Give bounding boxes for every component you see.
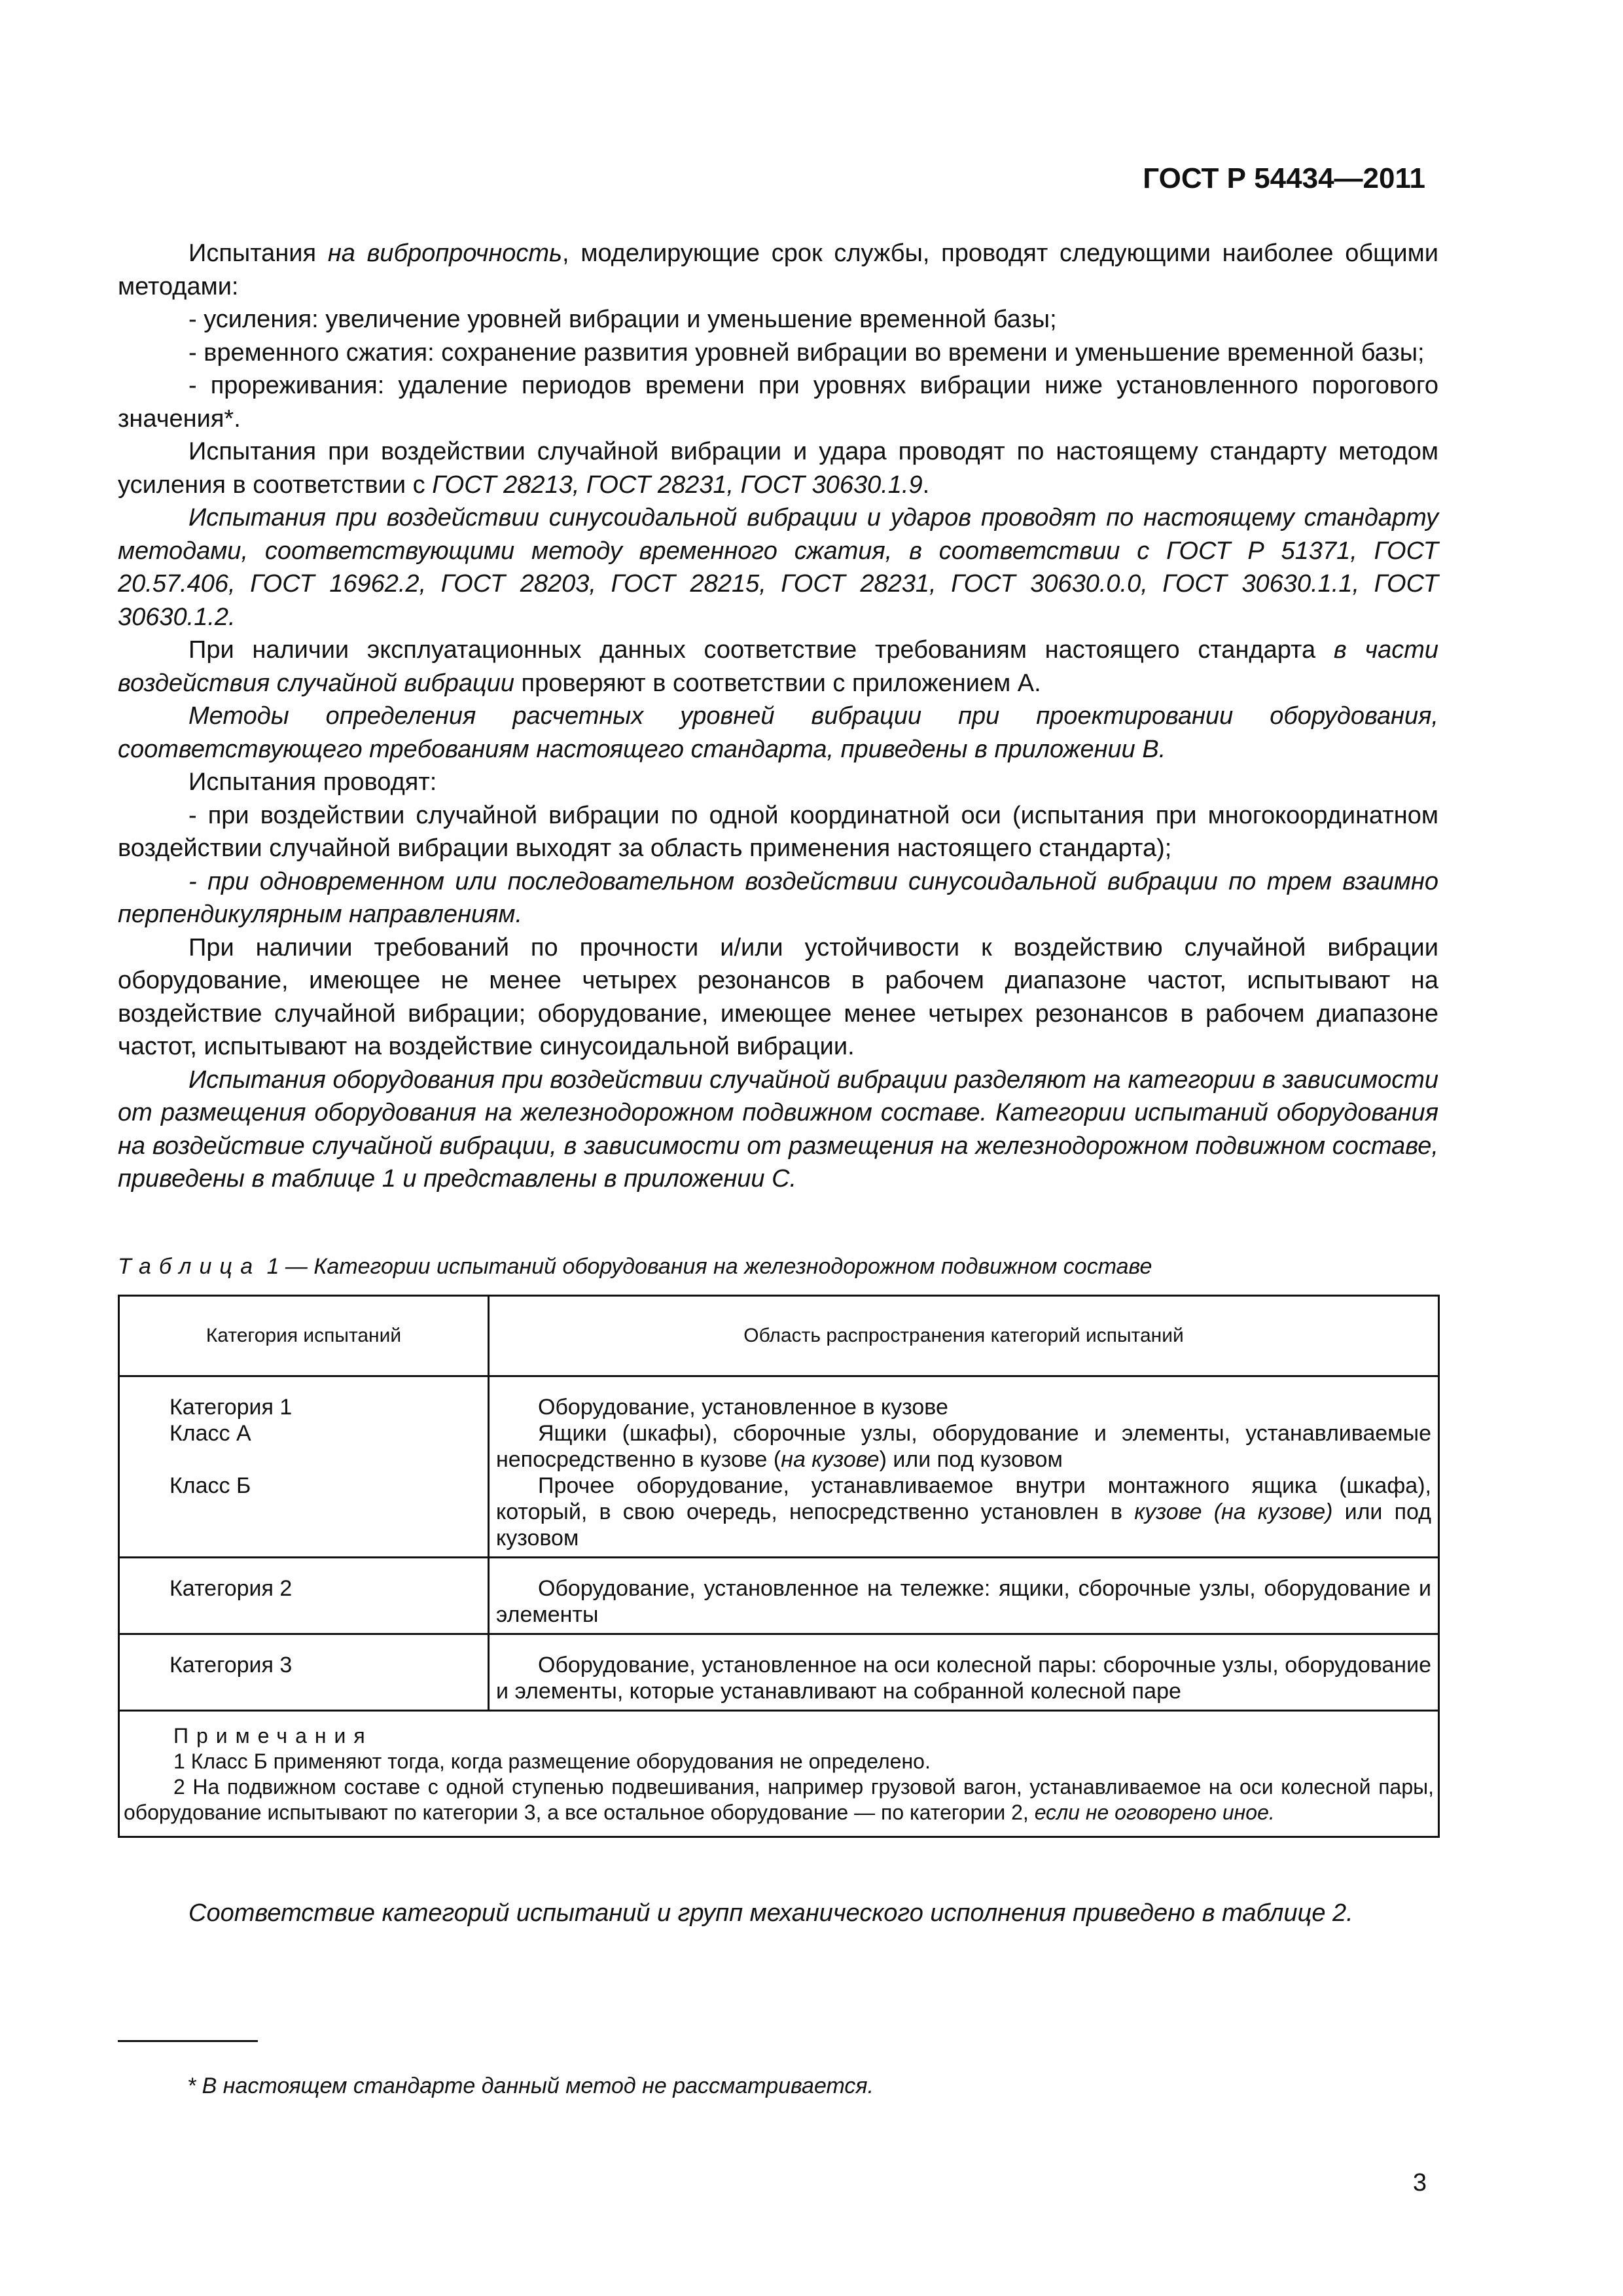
list-item-thinning: - прореживания: удаление периодов времени при уровнях вибрации ниже установленного порогового значения*.: [118, 372, 1438, 433]
table-row: [119, 1634, 1439, 1711]
scope-cell: [489, 1558, 1439, 1634]
scope-axle: Оборудование, установленное на оси колесной пары: сборочные узлы, оборудование и элементы, которые устанавливают на собранной колесной паре: [496, 1653, 1431, 1704]
categories-table: [118, 1295, 1440, 1838]
italic-span: на вибропрочность: [327, 240, 563, 267]
closing-paragraph: Соответствие категорий испытаний и групп механического исполнения приведено в таблице 2.: [188, 1899, 1353, 1927]
note-1: 1 Класс Б применяют тогда, когда размещение оборудования не определено.: [173, 1749, 931, 1773]
footnote: * В настоящем стандарте данный метод не рассматривается.: [187, 2073, 874, 2098]
category-cell: [119, 1634, 489, 1711]
text-span: 2 На подвижном составе с одной ступенью подвешивания, например грузовой вагон, устанавливаемое на оси колесной пары, оборудование испытывают по категории 3, а все остальное оборудование — по категории 2,: [124, 1775, 1434, 1824]
category-cell: [119, 1558, 489, 1634]
list-item-time-compression: - временного сжатия: сохранение развития уровней вибрации во времени и уменьшение временной базы;: [188, 338, 1425, 367]
class-b-label: Класс Б: [169, 1473, 251, 1498]
list-item-amplification: - усиления: увеличение уровней вибрации и уменьшение временной базы;: [188, 306, 1057, 333]
scope-cell: [489, 1634, 1439, 1711]
paragraph-random-vibration: [118, 435, 1438, 501]
italic-span: на кузове: [781, 1447, 880, 1472]
notes-cell: [119, 1711, 1439, 1837]
italic-span: ГОСТ 28213, ГОСТ 28231, ГОСТ 30630.1.9: [432, 471, 923, 499]
paragraph-sinusoidal: Испытания при воздействии синусоидальной вибрации и ударов проводят по настоящему стандарту методами, соответствующими методу временного сжатия, в соответствии с ГОСТ Р 51371, ГОСТ 20.57.406, ГОСТ 16962.2, ГОСТ 28203, ГОСТ 28215, ГОСТ 28231, ГОСТ 30630.0.0, ГОСТ 30630.1.1, ГОСТ 30630.1.2.: [118, 504, 1438, 631]
table-caption-text: 1 — Категории испытаний оборудования на железнодорожном подвижном составе: [266, 1254, 1152, 1279]
table-caption-label: Таблица: [118, 1254, 261, 1279]
column-header-category: Категория испытаний: [119, 1296, 489, 1376]
scope-bogie: Оборудование, установленное на тележке: ящики, сборочные узлы, оборудование и элементы: [496, 1576, 1431, 1627]
text-span: , моделирующие срок службы, проводят следующими наиболее общими методами:: [118, 240, 1438, 300]
paragraph-tests-conducted: Испытания проводят:: [188, 768, 437, 796]
notes-title: Примечания: [173, 1724, 373, 1748]
text-span: Испытания при воздействии случайной вибрации и удара проводят по настоящему стандарту методом усиления в соответствии с: [118, 438, 1438, 499]
category-2-label: Категория 2: [169, 1576, 293, 1601]
scope-class-b: [496, 1473, 1431, 1551]
text-span: Испытания: [188, 240, 328, 267]
text-span: ) или под кузовом: [879, 1447, 1063, 1472]
text-span: проверяют в соответствии с приложением А.: [514, 669, 1041, 697]
paragraph-operational-data: [118, 634, 1438, 700]
paragraph-resonances: При наличии требований по прочности и/или устойчивости к воздействию случайной вибрации оборудование, имеющее не менее четырех резонансов в рабочем диапазоне частот, испытывают на воздействие случайной вибрации; оборудование, имеющее менее четырех резонансов в рабочем диапазоне частот, испытывают на воздействие синусоидальной вибрации.: [118, 933, 1438, 1060]
text-span: .: [922, 471, 930, 499]
footnote-divider: [118, 2040, 258, 2042]
paragraph-calc-methods: Методы определения расчетных уровней вибрации при проектировании оборудования, соответствующего требованиям настоящего стандарта, приведены в приложении В.: [118, 702, 1438, 763]
class-a-label: Класс А: [169, 1421, 251, 1446]
text-span: При наличии эксплуатационных данных соответствие требованиям настоящего стандарта: [188, 636, 1334, 664]
table-row: [119, 1376, 1439, 1558]
text-span: или под кузовом: [496, 1499, 1431, 1551]
page-number: 3: [1412, 2169, 1427, 2197]
text-span: Ящики (шкафы), сборочные узлы, оборудование и элементы, устанавливаемые непосредственно в кузове (: [496, 1421, 1431, 1472]
note-2: [124, 1774, 1434, 1825]
italic-span: если не оговорено иное.: [1034, 1801, 1275, 1824]
category-cell: [119, 1376, 489, 1558]
scope-body: Оборудование, установленное в кузове: [538, 1395, 948, 1420]
category-1-label: Категория 1: [169, 1395, 293, 1420]
scope-class-a: [496, 1420, 1431, 1473]
column-header-scope: Область распространения категорий испытаний: [489, 1296, 1439, 1376]
text-span: Прочее оборудование, устанавливаемое внутри монтажного ящика (шкафа), который, в свою очередь, непосредственно установлен в: [496, 1473, 1431, 1524]
standard-header: ГОСТ Р 54434—2011: [1143, 162, 1425, 194]
list-item-three-directions: - при одновременном или последовательном воздействии синусоидальной вибрации по трем взаимно перпендикулярным направлениям.: [118, 867, 1438, 928]
scope-cell: [489, 1376, 1439, 1558]
table-row: [119, 1558, 1439, 1634]
list-item-single-axis: - при воздействии случайной вибрации по одной координатной оси (испытания при многокоординатном воздействии случайной вибрации выходят за область применения настоящего стандарта);: [118, 801, 1438, 862]
table-header-row: [119, 1296, 1439, 1376]
italic-span: в части воздействия случайной вибрации: [118, 636, 1438, 697]
table-caption: [118, 1254, 1152, 1280]
category-3-label: Категория 3: [169, 1653, 293, 1677]
paragraph-categories: Испытания оборудования при воздействии случайной вибрации разделяют на категории в зависимости от размещения оборудования на железнодорожном подвижном составе. Категории испытаний оборудования на воздействие случайной вибрации, в зависимости от размещения на железнодорожном подвижном составе, приведены в таблице 1 и представлены в приложении С.: [118, 1066, 1438, 1193]
paragraph-methods: [118, 237, 1438, 303]
body-text: [118, 237, 1438, 1196]
italic-span: кузове (на кузове): [1134, 1499, 1333, 1524]
table-notes-row: [119, 1711, 1439, 1837]
